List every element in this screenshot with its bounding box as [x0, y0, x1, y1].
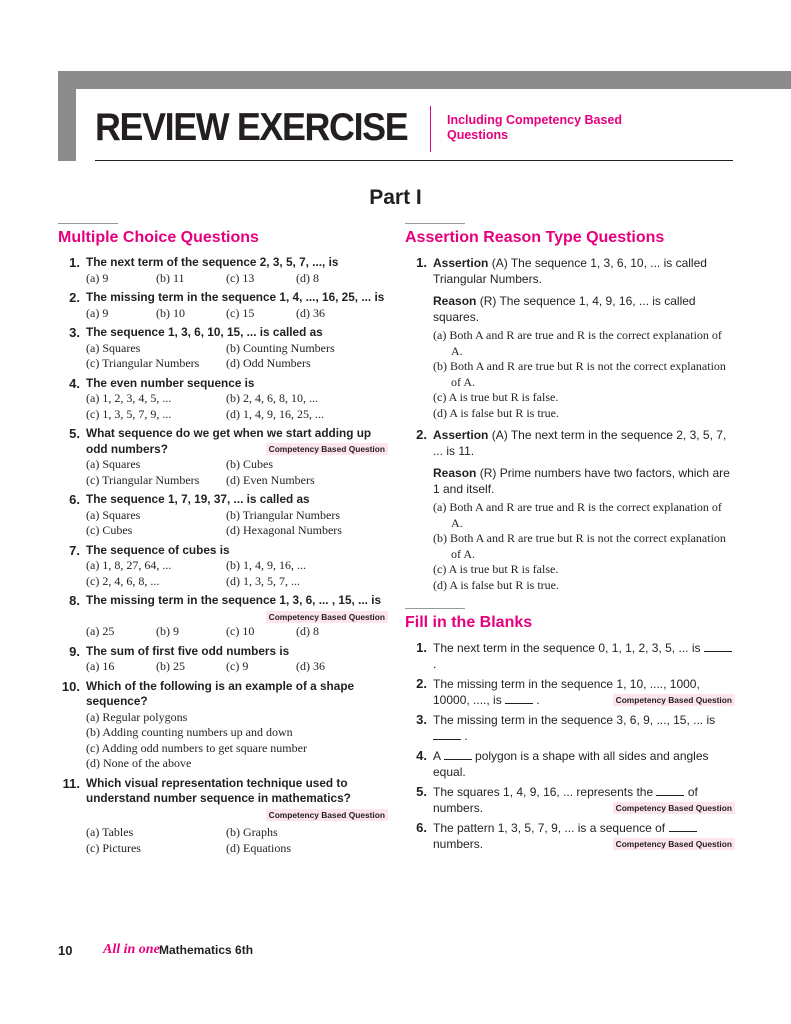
options: (a) 9 (b) 11 (c) 13 (d) 8 [86, 270, 319, 285]
fib-question-4: 4. A polygon is a shape with all sides and angles equal. [416, 748, 709, 779]
mcq-question-4: 4. The even number sequence is (a) 1, 2, 3, 4, 5, ... (b) 2, 4, 6, 8, 10, ... (c) 1, 3, 5, 7, 9, ... (d) 1, 4, 9, 16, 25, ... [58, 376, 388, 423]
ar-question-2: 2. Assertion (A) The next term in the sequence 2, 3, 5, 7, ... is 11. Reason (R) Prime numbers have two factors, which are 1 and itself. (a) Both A and R are true and R is the correct explanation of A. (b) Both A and R are true but R is not the correct explanation of A. (c) A is true but R is false. (d) A is false but R is true. [405, 427, 735, 593]
mcq-title: Multiple Choice Questions [58, 229, 259, 246]
options: (a) 16 (b) 25 (c) 9 (d) 36 [86, 659, 325, 673]
mcq-section [58, 223, 388, 860]
mcq-question-7: 7. The sequence of cubes is (a) 1, 8, 27, 64, ... (b) 1, 4, 9, 16, ... (c) 2, 4, 6, 8, ... (d) 1, 3, 5, 7, ... [58, 543, 388, 590]
options: (a) 1, 8, 27, 64, ... (b) 1, 4, 9, 16, ... (c) 2, 4, 6, 8, ... (d) 1, 3, 5, 7, ... [86, 558, 306, 588]
options: (a) Tables (b) Graphs (c) Pictures (d) Equations [86, 825, 291, 855]
options: (a) Regular polygons (b) Adding counting numbers up and down (c) Adding odd numbers to get square number (d) None of the above [86, 709, 307, 770]
mcq-question-5: 5. What sequence do we get when we start adding up odd numbers? Competency Based Question (a) Squares (b) Cubes (c) Triangular Numbers (d) Even Numbers [58, 426, 388, 488]
mcq-question-8: 8. The missing term in the sequence 1, 3, 6, ... , 15, ... is Competency Based Question (a) 25 (b) 9 (c) 10 (d) 8 [58, 593, 388, 640]
mcq-question-2: 2. The missing term in the sequence 1, 4, ..., 16, 25, ... is (a) 9 (b) 10 (c) 15 (d) 36 [58, 290, 388, 321]
competency-badge: Competency Based Question [266, 809, 388, 821]
fib-question-5: 5. The squares 1, 4, 9, 16, ... represents the of numbers. Competency Based Question [405, 784, 735, 816]
options: (a) Both A and R are true and R is the correct explanation of A. (b) Both A and R are true but R is not the correct explanation of A. (c) A is true but R is false. (d) A is false but R is true. [433, 500, 726, 592]
options: (a) 25 (b) 9 (c) 10 (d) 8 [86, 624, 319, 638]
ar-title: Assertion Reason Type Questions [405, 229, 665, 246]
answer-blank [656, 785, 684, 796]
competency-badge: Competency Based Question [266, 443, 388, 455]
book-title: Mathematics 6th [159, 943, 254, 957]
ar-question-1: 1. Assertion (A) The sequence 1, 3, 6, 10, ... is called Triangular Numbers. Reason (R) The sequence 1, 4, 9, 16, ... is called squares. (a) Both A and R are true and R is the correct explanation of A. (b) Both A and R are true but R is not the correct explanation of A. (c) A is true but R is false. (d) A is false but R is true. [405, 255, 735, 421]
answer-blank [669, 821, 697, 832]
assertion-reason-section [405, 223, 735, 593]
competency-badge: Competency Based Question [613, 838, 735, 850]
fib-question-2: 2. The missing term in the sequence 1, 10, ...., 1000, 10000, ...., is . Competency Based Question [405, 676, 735, 708]
page-title: REVIEW EXERCISE [95, 106, 408, 149]
section-rule [405, 223, 465, 224]
fib-title: Fill in the Blanks [405, 614, 533, 631]
section-rule [405, 608, 465, 609]
options: (a) Squares (b) Counting Numbers (c) Triangular Numbers (d) Odd Numbers [86, 340, 335, 370]
competency-badge: Competency Based Question [613, 802, 735, 814]
answer-blank [444, 749, 472, 760]
header-rule [95, 160, 733, 161]
mcq-question-3: 3. The sequence 1, 3, 6, 10, 15, ... is called as (a) Squares (b) Counting Numbers (c) Triangular Numbers (d) Odd Numbers [58, 325, 388, 372]
mcq-question-10: 10. Which of the following is an example of a shape sequence? (a) Regular polygons (b) Adding counting numbers up and down (c) Adding odd numbers to get square number (d) None of the above [58, 679, 388, 772]
answer-blank [704, 641, 732, 652]
options: (a) Squares (b) Cubes (c) Triangular Numbers (d) Even Numbers [86, 457, 315, 487]
fib-question-6: 6. The pattern 1, 3, 5, 7, 9, ... is a sequence of numbers. Competency Based Question [405, 820, 735, 852]
header-top-bar [58, 71, 791, 89]
mcq-question-9: 9. The sum of first five odd numbers is (a) 16 (b) 25 (c) 9 (d) 36 [58, 644, 388, 675]
options: (a) Squares (b) Triangular Numbers (c) Cubes (d) Hexagonal Numbers [86, 507, 342, 537]
competency-badge: Competency Based Question [266, 611, 388, 623]
section-rule [58, 223, 118, 224]
options: (a) 1, 2, 3, 4, 5, ... (b) 2, 4, 6, 8, 10, ... (c) 1, 3, 5, 7, 9, ... (d) 1, 4, 9, 16, 25, ... [86, 391, 324, 421]
page-number: 10 [58, 943, 73, 958]
part-title: Part I [369, 186, 422, 209]
answer-blank [433, 729, 461, 740]
title-subtitle: Including Competency Based Questions [447, 113, 623, 142]
header-left-bar [58, 71, 76, 161]
title-divider [430, 106, 431, 152]
mcq-question-1: 1. The next term of the sequence 2, 3, 5, 7, ..., is (a) 9 (b) 11 (c) 13 (d) 8 [58, 255, 388, 286]
fill-blanks-section [405, 608, 735, 852]
fib-question-3: 3. The missing term in the sequence 3, 6, 9, ..., 15, ... is . [416, 712, 716, 743]
answer-blank [505, 693, 533, 704]
fib-question-1: 1. The next term in the sequence 0, 1, 1, 2, 3, 5, ... is . [405, 640, 735, 672]
options: (a) Both A and R are true and R is the correct explanation of A. (b) Both A and R are true but R is not the correct explanation of A. (c) A is true but R is false. (d) A is false but R is true. [433, 328, 726, 420]
mcq-question-11: 11. Which visual representation technique used to understand number sequence in mathematics? Competency Based Question (a) Tables (b) Graphs (c) Pictures (d) Equations [58, 776, 388, 857]
options: (a) 9 (b) 10 (c) 15 (d) 36 [86, 305, 325, 320]
competency-badge: Competency Based Question [613, 694, 735, 706]
brand-logo: All in one [103, 942, 160, 957]
mcq-question-6: 6. The sequence 1, 7, 19, 37, ... is called as (a) Squares (b) Triangular Numbers (c) Cubes (d) Hexagonal Numbers [58, 492, 388, 539]
